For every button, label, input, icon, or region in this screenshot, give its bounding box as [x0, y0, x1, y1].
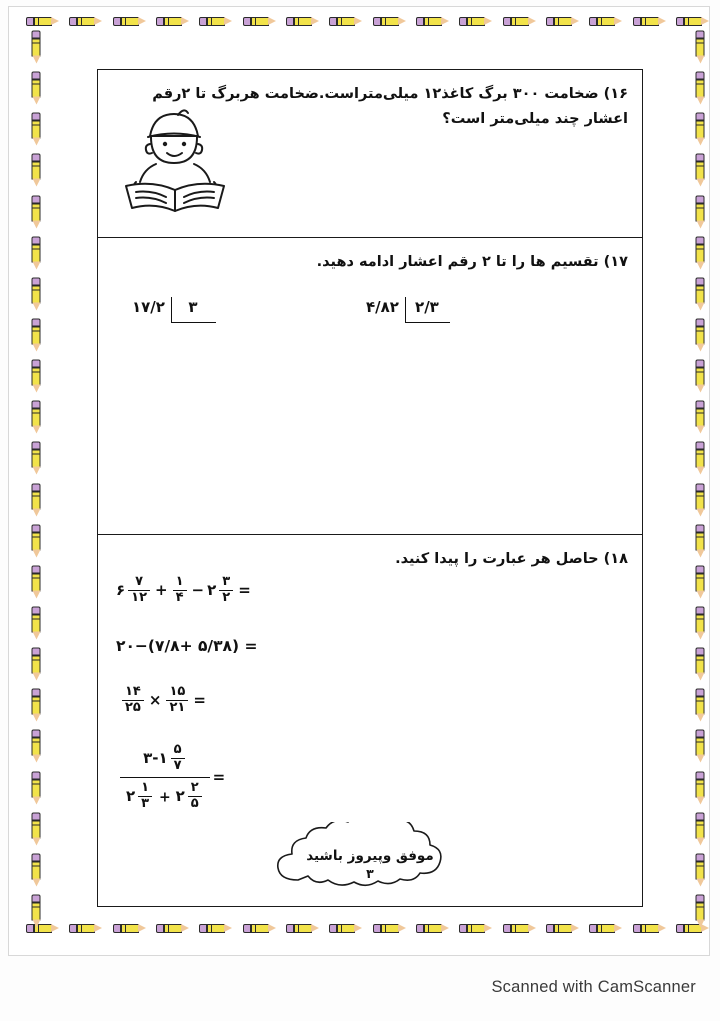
- operator-plus: +: [155, 581, 168, 600]
- page-number: ۳: [366, 866, 374, 881]
- expression-2: [116, 637, 257, 655]
- pencil-icon: [694, 894, 707, 928]
- numerator: ۱: [141, 779, 150, 795]
- denominator: ۷: [171, 758, 185, 774]
- whole-part: ۲: [207, 581, 217, 600]
- pencil-icon: [503, 922, 537, 935]
- fraction-a: [122, 685, 144, 716]
- paper-sheet: [8, 6, 710, 956]
- pencil-icon: [30, 401, 43, 435]
- question-block-17: [98, 238, 642, 535]
- mixed-number-left: [126, 781, 154, 812]
- denominator: ۲۵: [122, 700, 144, 716]
- pencil-icon: [156, 15, 190, 28]
- complex-denominator: [120, 777, 210, 812]
- mixed-number-right: [176, 781, 204, 812]
- cloud-message: [260, 822, 480, 896]
- pencil-icon: [694, 195, 707, 229]
- pencil-icon: [30, 277, 43, 311]
- operator-times: ×: [148, 691, 162, 710]
- pencil-icon: [30, 113, 43, 147]
- denominator: ۲: [219, 590, 233, 606]
- pencil-icon: [329, 922, 363, 935]
- pencil-icon: [416, 922, 450, 935]
- pencil-border-right: [683, 37, 717, 922]
- pencil-icon: [156, 922, 190, 935]
- pencil-icon: [286, 922, 320, 935]
- pencil-icon: [694, 154, 707, 188]
- pencil-icon: [694, 442, 707, 476]
- pencil-icon: [694, 113, 707, 147]
- whole-part: ۳-۱: [143, 749, 168, 768]
- pencil-border-top: [23, 15, 713, 28]
- equals-sign: =: [238, 581, 251, 600]
- pencil-icon: [69, 922, 103, 935]
- pencil-icon: [30, 360, 43, 394]
- pencil-icon: [26, 922, 60, 935]
- fraction: [171, 743, 185, 774]
- pencil-icon: [694, 689, 707, 723]
- numerator: ۲: [190, 779, 199, 795]
- pencil-icon: [694, 31, 707, 65]
- pencil-icon: [694, 236, 707, 270]
- fraction: [128, 575, 150, 606]
- cloud-text: موفق وپیروز باشید: [306, 848, 434, 864]
- numerator: ۱۵: [169, 684, 186, 699]
- complex-numerator: [137, 743, 192, 777]
- pencil-icon: [694, 565, 707, 599]
- dividend-value: ۴/۸۲: [366, 298, 399, 317]
- pencil-icon: [30, 894, 43, 928]
- pencil-icon: [416, 15, 450, 28]
- pencil-icon: [113, 922, 147, 935]
- fraction: [138, 781, 152, 812]
- pencil-icon: [694, 318, 707, 352]
- pencil-icon: [694, 72, 707, 106]
- expression-4: [120, 743, 225, 812]
- pencil-icon: [113, 15, 147, 28]
- question-18-text: ۱۸) حاصل هر عبارت را پیدا کنید.: [395, 551, 628, 567]
- pencil-icon: [286, 15, 320, 28]
- pencil-icon: [243, 15, 277, 28]
- dividend-value: ۱۷/۲: [132, 298, 165, 317]
- pencil-icon: [633, 15, 667, 28]
- numerator: ۱۴: [125, 684, 141, 699]
- pencil-icon: [30, 689, 43, 723]
- pencil-icon: [694, 483, 707, 517]
- pencil-icon: [546, 922, 580, 935]
- numerator: ۷: [135, 574, 144, 589]
- pencil-icon: [26, 15, 60, 28]
- pencil-icon: [694, 853, 707, 887]
- pencil-icon: [459, 15, 493, 28]
- camscanner-watermark: Scanned with CamScanner: [491, 978, 696, 996]
- fraction: [188, 781, 202, 812]
- pencil-icon: [30, 730, 43, 764]
- numerator: ۱: [175, 574, 184, 589]
- pencil-icon: [694, 401, 707, 435]
- equals-sign: =: [193, 691, 206, 710]
- pencil-icon: [589, 922, 623, 935]
- pencil-icon: [243, 922, 277, 935]
- pencil-icon: [30, 195, 43, 229]
- pencil-icon: [329, 15, 363, 28]
- expression-3: [120, 685, 206, 716]
- denominator: ۵: [188, 796, 202, 812]
- worksheet-box: [97, 69, 643, 907]
- expression-2-text: ۲۰−(۷/۸+ ۵/۳۸) =: [116, 637, 258, 655]
- pencil-icon: [30, 524, 43, 558]
- pencil-icon: [30, 442, 43, 476]
- pencil-icon: [30, 72, 43, 106]
- pencil-icon: [676, 922, 710, 935]
- question-block-18: [98, 535, 642, 904]
- pencil-icon: [199, 922, 233, 935]
- mixed-number-a: [116, 575, 152, 606]
- pencil-icon: [694, 648, 707, 682]
- pencil-icon: [694, 277, 707, 311]
- pencil-icon: [30, 853, 43, 887]
- fraction-b: [173, 575, 187, 606]
- operator-minus: −: [191, 581, 205, 600]
- question-16-text: ۱۶) ضخامت ۳۰۰ برگ کاغذ۱۲ میلی‌متراست.ضخامت هربرگ تا ۲رقم اعشار چند میلی‌متر است؟: [152, 86, 628, 128]
- pencil-icon: [459, 922, 493, 935]
- long-division-row: [112, 297, 628, 357]
- denominator: ۳: [138, 796, 152, 812]
- pencil-icon: [694, 812, 707, 846]
- equals-sign: =: [212, 768, 226, 787]
- complex-fraction: [120, 743, 210, 812]
- pencil-icon: [633, 922, 667, 935]
- pencil-icon: [30, 236, 43, 270]
- whole-part: ۲: [126, 787, 136, 806]
- fraction-b: [166, 685, 188, 716]
- pencil-icon: [69, 15, 103, 28]
- mixed-number: [143, 743, 186, 774]
- pencil-icon: [30, 318, 43, 352]
- question-block-16: [98, 70, 642, 238]
- pencil-icon: [694, 771, 707, 805]
- pencil-icon: [199, 15, 233, 28]
- divisor-value: ۳: [171, 297, 216, 323]
- operator-plus: +: [158, 789, 171, 806]
- pencil-border-bottom: [23, 922, 713, 935]
- denominator: ۴: [173, 590, 187, 606]
- pencil-icon: [546, 15, 580, 28]
- fraction: [219, 575, 233, 606]
- pencil-icon: [694, 524, 707, 558]
- pencil-border-left: [19, 37, 53, 922]
- expression-1: [116, 575, 251, 606]
- numerator: ۳: [222, 574, 231, 589]
- pencil-icon: [30, 154, 43, 188]
- pencil-icon: [589, 15, 623, 28]
- pencil-icon: [30, 606, 43, 640]
- denominator: ۲۱: [166, 700, 188, 716]
- numerator: ۵: [173, 742, 182, 757]
- reading-boy-icon: [116, 102, 234, 212]
- pencil-icon: [694, 730, 707, 764]
- pencil-icon: [30, 483, 43, 517]
- pencil-icon: [30, 771, 43, 805]
- question-17-text: ۱۷) تقسیم ها را تا ۲ رقم اعشار ادامه دهید.: [316, 254, 628, 270]
- pencil-icon: [30, 648, 43, 682]
- pencil-icon: [676, 15, 710, 28]
- pencil-icon: [373, 15, 407, 28]
- denominator: ۱۲: [128, 590, 150, 606]
- whole-part: ۶: [116, 581, 126, 600]
- mixed-number-c: [207, 575, 235, 606]
- pencil-icon: [694, 360, 707, 394]
- pencil-icon: [373, 922, 407, 935]
- pencil-icon: [503, 15, 537, 28]
- divisor-value: ۲/۳: [405, 297, 450, 323]
- pencil-icon: [30, 565, 43, 599]
- long-division-1: [364, 297, 450, 323]
- pencil-icon: [694, 606, 707, 640]
- long-division-2: [130, 297, 216, 323]
- pencil-icon: [30, 812, 43, 846]
- whole-part: ۲: [175, 787, 185, 806]
- pencil-icon: [30, 31, 43, 65]
